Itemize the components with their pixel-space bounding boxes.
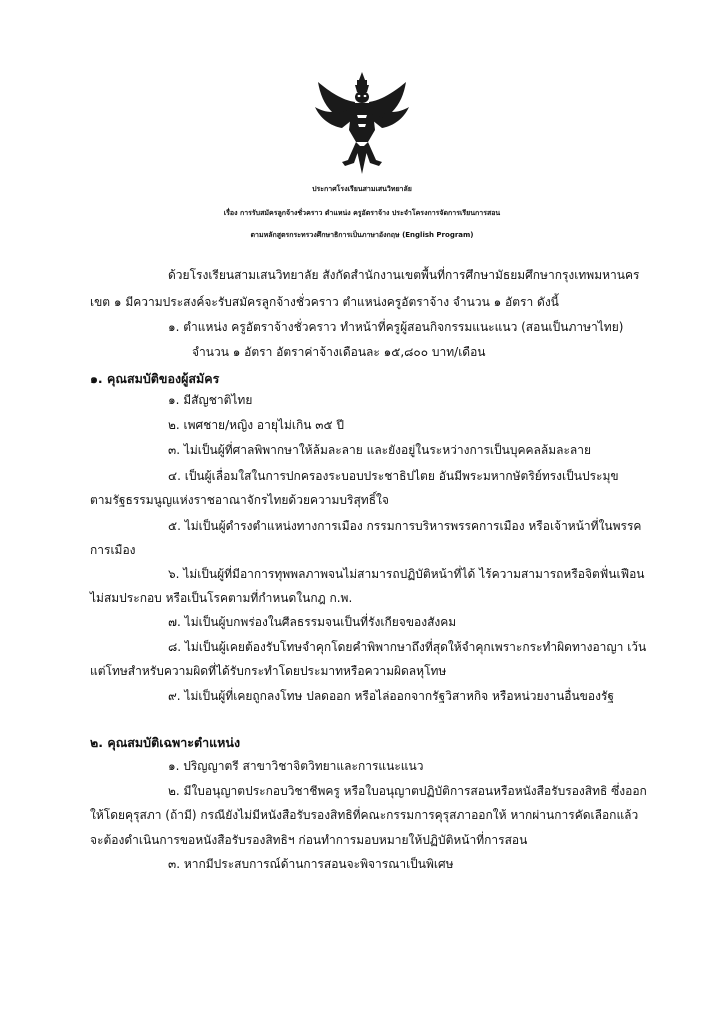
qualification-9: ๙. ไม่เป็นผู้ที่เคยถูกลงโทษ ปลดออก หรือไล่ออกจากรัฐวิสาหกิจ หรือหน่วยงานอื่นของรัฐ [168,689,615,703]
qualification-1: ๑. มีสัญชาติไทย [168,393,253,407]
announcement-title: ประกาศโรงเรียนสามเสนวิทยาลัย [312,185,412,193]
qualification-3: ๓. ไม่เป็นผู้ที่ศาลพิพากษาให้ล้มละลาย และยังอยู่ในระหว่างการเป็นบุคคลล้มละลาย [168,443,592,457]
intro-paragraph-line-1: ด้วยโรงเรียนสามเสนวิทยาลัย สังกัดสำนักงานเขตพื้นที่การศึกษามัธยมศึกษากรุงเทพมหานคร [168,268,640,282]
qualification-4-line-2: ตามรัฐธรรมนูญแห่งราชอาณาจักรไทยด้วยความบริสุทธิ์ใจ [90,493,389,507]
qualification-2: ๒. เพศชาย/หญิง อายุไม่เกิน ๓๕ ปี [168,418,344,432]
qualification-8-line-2: แต่โทษสำหรับความผิดที่ได้รับกระทำโดยประมาทหรือความผิดลหุโทษ [90,664,447,678]
garuda-emblem-icon [312,70,412,180]
announcement-subject: เรื่อง การรับสมัครลูกจ้างชั่วคราว ตำแหน่ง ครูอัตราจ้าง ประจำโครงการจัดการเรียนการสอน [223,209,501,217]
intro-paragraph-line-2: เขต ๑ มีความประสงค์จะรับสมัครลูกจ้างชั่วคราว ตำแหน่งครูอัตราจ้าง จำนวน ๑ อัตรา ดังนี้ [90,295,559,309]
qualification-5-line-2: การเมือง [90,543,136,557]
announcement-subject-continued: ตามหลักสูตรกระทรวงศึกษาธิการเป็นภาษาอังกฤษ (English Program) [250,231,474,239]
position-qualification-1: ๑. ปริญญาตรี สาขาวิชาจิตวิทยาและการแนะแนว [168,759,424,773]
qualification-8-line-1: ๘. ไม่เป็นผู้เคยต้องรับโทษจำคุกโดยคำพิพากษาถึงที่สุดให้จำคุกเพราะกระทำผิดทางอาญา เว้น [168,640,647,654]
qualification-4-line-1: ๔. เป็นผู้เลื่อมใสในการปกครองระบอบประชาธิปไตย อันมีพระมหากษัตริย์ทรงเป็นประมุข [168,469,619,483]
position-item-line-1: ๑. ตำแหน่ง ครูอัตราจ้างชั่วคราว ทำหน้าที่ครูผู้สอนกิจกรรมแนะแนว (สอนเป็นภาษาไทย) [168,320,624,334]
position-qualification-2-line-2: ให้โดยคุรุสภา (ถ้ามี) กรณียังไม่มีหนังสือรับรองสิทธิที่คณะกรรมการคุรุสภาออกให้ หากผ่านการคัดเลือกแล้ว [90,808,639,822]
position-qualification-3: ๓. หากมีประสบการณ์ด้านการสอนจะพิจารณาเป็นพิเศษ [168,857,454,871]
qualification-5-line-1: ๕. ไม่เป็นผู้ดำรงตำแหน่งทางการเมือง กรรมการบริหารพรรคการเมือง หรือเจ้าหน้าที่ในพรรค [168,519,642,533]
position-qualification-2-line-3: จะต้องดำเนินการขอหนังสือรับรองสิทธิฯ ก่อนทำการมอบหมายให้ปฏิบัติหน้าที่การสอน [90,833,528,847]
qualification-7: ๗. ไม่เป็นผู้บกพร่องในศีลธรรมจนเป็นที่รังเกียจของสังคม [168,615,457,629]
qualification-6-line-2: ไม่สมประกอบ หรือเป็นโรคตามที่กำหนดในกฎ ก.พ. [90,591,353,605]
position-item-line-2: จำนวน ๑ อัตรา อัตราค่าจ้างเดือนละ ๑๕,๘๐๐ บาท/เดือน [192,345,486,359]
position-qualification-2-line-1: ๒. มีใบอนุญาตประกอบวิชาชีพครู หรือใบอนุญาตปฏิบัติการสอนหรือหนังสือรับรองสิทธิ ซึ่งออก [168,784,647,798]
section-2-heading: ๒. คุณสมบัติเฉพาะตำแหน่ง [90,735,241,750]
qualification-6-line-1: ๖. ไม่เป็นผู้ที่มีอาการทุพพลภาพจนไม่สามารถปฏิบัติหน้าที่ได้ ไร้ความสามารถหรือจิตฟั่นเฟือน [168,567,645,581]
section-1-heading: ๑. คุณสมบัติของผู้สมัคร [90,371,220,386]
